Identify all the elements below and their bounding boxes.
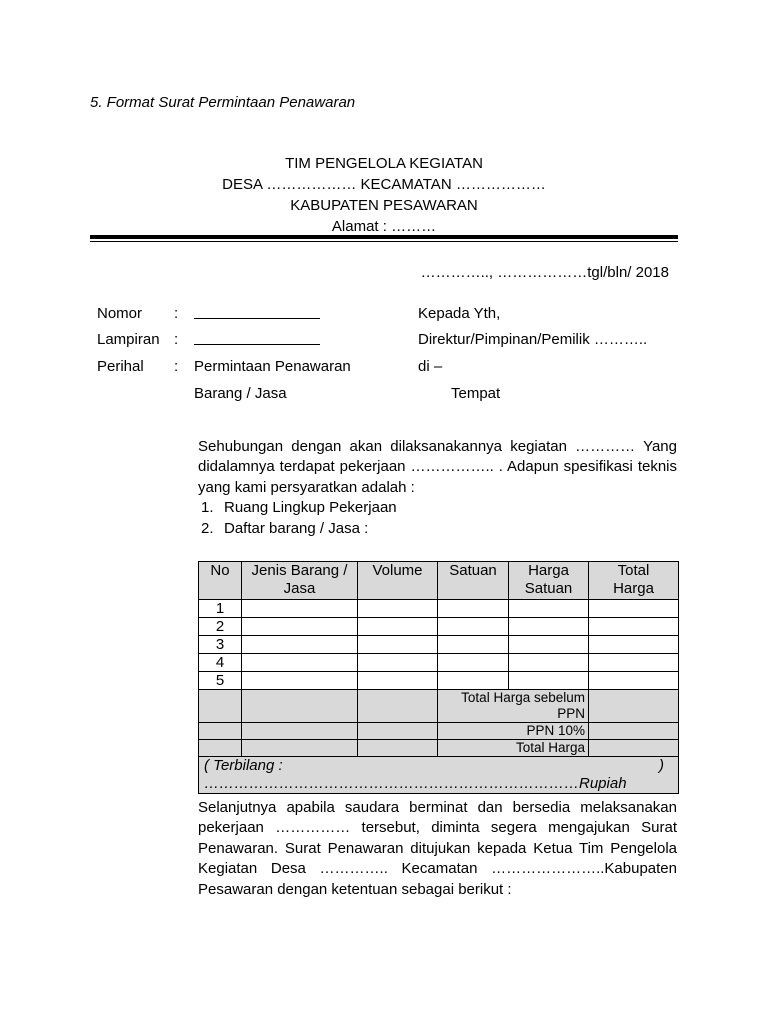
list-item-text: Ruang Lingkup Pekerjaan — [224, 499, 397, 516]
ppn-value — [589, 723, 679, 740]
table-row — [199, 654, 679, 672]
header-jenis: Jenis Barang / Jasa — [242, 562, 358, 600]
terbilang-row — [199, 757, 679, 794]
list-item — [201, 519, 368, 539]
letterhead-line-2: DESA ……………… KECAMATAN ……………… — [222, 176, 546, 193]
closing-line-3: Penawaran. Surat Penawaran ditujukan kepada Ketua Tim Pengelola — [198, 839, 677, 857]
closing-line-1: Selanjutnya apabila saudara berminat dan bersedia melaksanakan — [198, 799, 677, 816]
summary-row-total — [199, 740, 679, 757]
recipient-title: Direktur/Pimpinan/Pemilik ……….. — [418, 331, 648, 348]
summary-row-ppn — [199, 723, 679, 740]
total-label: Total Harga — [438, 740, 589, 757]
row-number: 2 — [199, 618, 242, 636]
nomor-colon: : — [174, 305, 179, 322]
subtotal-value — [589, 690, 679, 723]
header-harga-satuan: Harga Satuan — [509, 562, 589, 600]
recipient-salutation: Kepada Yth, — [418, 305, 501, 322]
header-no: No — [199, 562, 242, 600]
table-row — [199, 672, 679, 690]
row-number: 4 — [199, 654, 242, 672]
list-item-number: 1. — [201, 499, 214, 516]
section-heading: 5. Format Surat Permintaan Penawaran — [90, 94, 356, 111]
specification-table — [198, 561, 679, 794]
letterhead-rule-thin — [90, 241, 678, 242]
letterhead-address: Alamat : ……… — [331, 218, 437, 235]
list-item-text: Daftar barang / Jasa : — [224, 520, 369, 537]
letterhead — [90, 153, 678, 237]
header-volume: Volume — [358, 562, 438, 600]
perihal-value: Permintaan Penawaran — [194, 358, 351, 375]
perihal-label: Perihal — [97, 358, 144, 375]
nomor-blank — [194, 304, 320, 325]
letterhead-rule-thick — [90, 235, 678, 239]
table-row — [199, 600, 679, 618]
closing-line-5: Pesawaran dengan ketentuan sebagai berikut : — [198, 880, 512, 898]
ppn-label: PPN 10% — [438, 723, 589, 740]
table-row — [199, 618, 679, 636]
letterhead-line-3: KABUPATEN PESAWARAN — [290, 197, 478, 214]
perihal-value-2: Barang / Jasa — [194, 385, 287, 402]
table-header-row — [199, 562, 679, 600]
header-satuan: Satuan — [438, 562, 509, 600]
nomor-label: Nomor — [97, 305, 143, 322]
recipient-place: Tempat — [451, 385, 501, 402]
intro-line-1: Sehubungan dengan akan dilaksanakannya kegiatan ………… Yang — [198, 438, 677, 455]
date-line: ………….., ………………tgl/bln/ 2018 — [420, 264, 669, 281]
list-item — [201, 498, 397, 518]
header-total-harga: Total Harga — [589, 562, 679, 600]
row-number: 3 — [199, 636, 242, 654]
list-item-number: 2. — [201, 520, 214, 537]
recipient-di: di – — [418, 358, 443, 375]
lampiran-blank — [194, 330, 320, 351]
table-row — [199, 636, 679, 654]
closing-line-4: Kegiatan Desa ………….. Kecamatan …………………..Kabupaten — [198, 860, 677, 878]
summary-row-subtotal — [199, 690, 679, 723]
subtotal-label: Total Harga sebelum PPN — [438, 690, 589, 723]
intro-paragraph — [198, 437, 677, 498]
lampiran-label: Lampiran — [97, 331, 160, 348]
row-number: 5 — [199, 672, 242, 690]
letterhead-line-1: TIM PENGELOLA KEGIATAN — [285, 155, 483, 172]
total-value — [589, 740, 679, 757]
terbilang-cell — [199, 757, 679, 794]
terbilang-close: ) — [659, 757, 664, 774]
intro-line-3: yang kami persyaratkan adalah : — [198, 478, 415, 496]
row-number: 1 — [199, 600, 242, 618]
lampiran-colon: : — [174, 331, 179, 348]
closing-line-2: pekerjaan …………… tersebut, diminta segera mengajukan Surat — [198, 819, 677, 837]
intro-line-2: didalamnya terdapat pekerjaan …………….. . Adapun spesifikasi teknis — [198, 458, 677, 476]
closing-paragraph — [198, 798, 677, 900]
perihal-colon: : — [174, 358, 179, 375]
terbilang-text: ( Terbilang : …………………………………………………………………Rupiah — [204, 757, 627, 792]
